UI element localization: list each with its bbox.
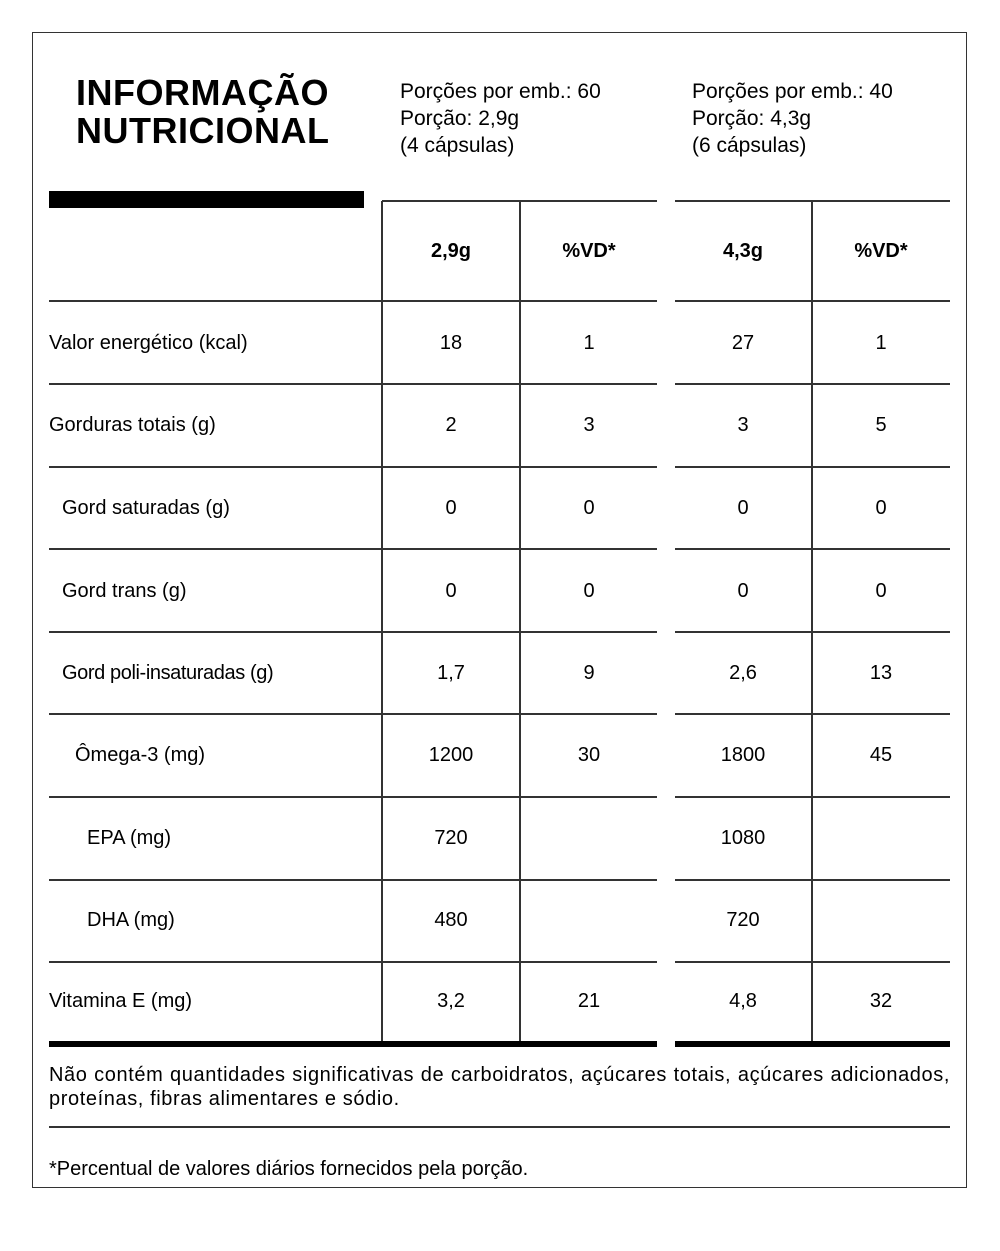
nutrient-value: 1800 bbox=[720, 744, 766, 766]
footnote-not-significant: Não contém quantidades significativas de carboidratos, açúcares totais, açúcares adicionados, proteínas, fibras alimentares e sódio. bbox=[49, 1064, 950, 1110]
nutrient-value: 27 bbox=[731, 332, 755, 354]
nutrient-label: Gord saturadas (g) bbox=[62, 497, 230, 519]
row-separator bbox=[49, 796, 657, 798]
row-separator bbox=[49, 879, 657, 881]
title-line-2: NUTRICIONAL bbox=[76, 110, 330, 151]
column-header: 4,3g bbox=[722, 240, 764, 262]
nutrient-value: 2,6 bbox=[729, 662, 757, 684]
footnote-vd: *Percentual de valores diários fornecidos pela porção. bbox=[49, 1158, 529, 1180]
nutrient-label: Valor energético (kcal) bbox=[49, 332, 248, 354]
nutrient-value: 0 bbox=[737, 580, 749, 602]
column-divider-2 bbox=[519, 201, 521, 1044]
nutrient-value: 32 bbox=[869, 990, 893, 1012]
nutrient-value: 0 bbox=[583, 497, 595, 519]
serving-size-b: Porção: 4,3g bbox=[692, 107, 812, 130]
nutrient-label: DHA (mg) bbox=[87, 909, 175, 931]
serving-info-a bbox=[400, 78, 601, 159]
column-header: %VD* bbox=[562, 240, 616, 262]
row-separator bbox=[675, 796, 950, 798]
table-bottom-rule-a bbox=[49, 1041, 657, 1047]
nutrient-value: 1200 bbox=[428, 744, 474, 766]
row-separator bbox=[675, 300, 950, 302]
nutrient-label: Gord poli-insaturadas (g) bbox=[62, 662, 274, 684]
nutrient-value: 1 bbox=[583, 332, 595, 354]
nutrient-value: 9 bbox=[583, 662, 595, 684]
nutrient-label: Gord trans (g) bbox=[62, 580, 187, 602]
nutrient-value: 0 bbox=[445, 497, 457, 519]
servings-per-package-a: Porções por emb.: 60 bbox=[400, 80, 601, 103]
column-header: %VD* bbox=[854, 240, 908, 262]
nutrient-value: 2 bbox=[445, 414, 457, 436]
nutrient-label: Vitamina E (mg) bbox=[49, 990, 193, 1012]
nutrient-value: 30 bbox=[577, 744, 601, 766]
nutrient-value: 3 bbox=[583, 414, 595, 436]
serving-capsules-a: (4 cápsulas) bbox=[400, 134, 515, 157]
title-underline-bar bbox=[49, 191, 364, 208]
table-top-line-b bbox=[675, 200, 950, 202]
row-separator bbox=[49, 466, 657, 468]
nutrient-value: 720 bbox=[434, 827, 468, 849]
column-divider-3 bbox=[811, 201, 813, 1044]
nutrient-value: 0 bbox=[875, 580, 887, 602]
nutrient-value: 0 bbox=[737, 497, 749, 519]
nutrient-label: EPA (mg) bbox=[87, 827, 172, 849]
row-separator bbox=[675, 961, 950, 963]
nutrient-value: 1080 bbox=[720, 827, 766, 849]
row-separator bbox=[49, 631, 657, 633]
table-bottom-rule-b bbox=[675, 1041, 950, 1047]
nutrient-value: 480 bbox=[434, 909, 468, 931]
row-separator bbox=[675, 713, 950, 715]
row-separator bbox=[49, 961, 657, 963]
column-header: 2,9g bbox=[430, 240, 472, 262]
title-line-1: INFORMAÇÃO bbox=[76, 72, 329, 113]
nutrient-value: 0 bbox=[583, 580, 595, 602]
nutrient-value: 0 bbox=[445, 580, 457, 602]
nutrient-label: Gorduras totais (g) bbox=[49, 414, 216, 436]
nutrient-value: 720 bbox=[726, 909, 760, 931]
row-separator bbox=[49, 548, 657, 550]
serving-capsules-b: (6 cápsulas) bbox=[692, 134, 807, 157]
serving-size-a: Porção: 2,9g bbox=[400, 107, 520, 130]
row-separator bbox=[675, 879, 950, 881]
nutrient-value: 5 bbox=[875, 414, 887, 436]
nutrient-value: 21 bbox=[577, 990, 601, 1012]
servings-per-package-b: Porções por emb.: 40 bbox=[692, 80, 893, 103]
nutrient-value: 1,7 bbox=[437, 662, 465, 684]
row-separator bbox=[675, 548, 950, 550]
nutrient-label: Ômega-3 (mg) bbox=[75, 744, 206, 766]
nutrient-value: 0 bbox=[875, 497, 887, 519]
row-separator bbox=[675, 466, 950, 468]
row-separator bbox=[49, 383, 657, 385]
nutrient-value: 3 bbox=[737, 414, 749, 436]
row-separator bbox=[49, 713, 657, 715]
nutrient-value: 1 bbox=[875, 332, 887, 354]
nutrient-value: 3,2 bbox=[437, 990, 465, 1012]
row-separator bbox=[675, 383, 950, 385]
row-separator bbox=[49, 300, 657, 302]
nutrient-value: 45 bbox=[869, 744, 893, 766]
nutrient-value: 18 bbox=[439, 332, 463, 354]
row-separator bbox=[675, 631, 950, 633]
label-title bbox=[76, 74, 329, 150]
footnote-separator bbox=[49, 1126, 950, 1128]
serving-info-b bbox=[692, 78, 893, 159]
nutrient-value: 13 bbox=[869, 662, 893, 684]
nutrient-value: 4,8 bbox=[729, 990, 757, 1012]
